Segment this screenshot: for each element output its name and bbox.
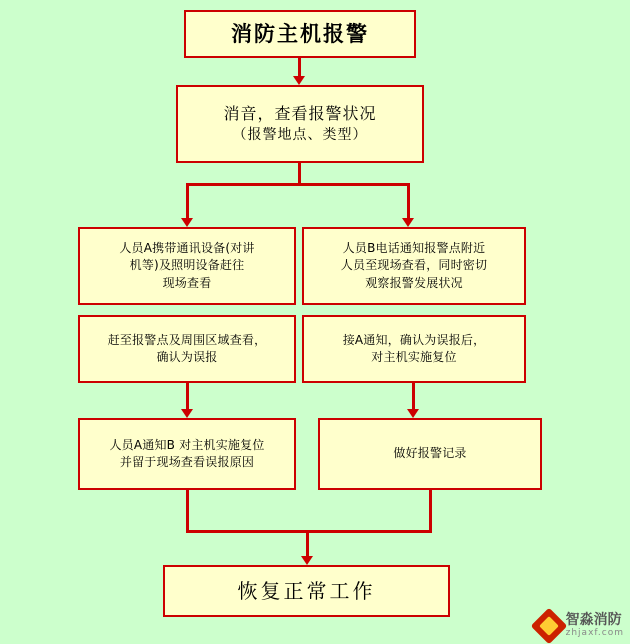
node-start [184, 10, 416, 58]
connector-silence-down [298, 163, 301, 185]
node-record-line-0: 做好报警记录 [393, 446, 467, 461]
connector-right-row2-to-row3 [412, 383, 415, 411]
node-person-b-call-line-2: 观察报警发展状况 [365, 275, 463, 290]
node-arrive-check-line-0: 赶至报警点及周围区域查看， [107, 332, 267, 347]
connector-merge-down [306, 530, 309, 558]
connector-split-right [407, 183, 410, 220]
arrowhead-start-to-silence [293, 76, 305, 85]
node-a-notify-b-line-0: 人员A通知B 对主机实施复位 [109, 437, 265, 452]
node-silence-line-1: （报警地点、类型） [232, 127, 368, 144]
watermark-text [566, 613, 624, 638]
connector-left-to-merge [186, 490, 189, 532]
node-silence-line-0: 消音，查看报警状况 [223, 104, 377, 124]
node-person-a-go-line-1: 机等)及照明设备赶往 [129, 258, 245, 273]
node-person-b-call-line-1: 人员至现场查看，同时密切 [340, 258, 488, 273]
node-start-line-0: 消防主机报警 [231, 21, 369, 46]
node-person-a-go-line-0: 人员A携带通讯设备(对讲 [119, 240, 255, 255]
logo-icon [530, 608, 567, 644]
node-person-a-go [78, 227, 296, 305]
connector-start-to-silence [298, 58, 301, 78]
connector-split-left [186, 183, 189, 220]
node-a-notify-b-line-1: 并留于现场查看误报原因 [119, 455, 255, 469]
connector-right-to-merge [429, 490, 432, 532]
node-person-b-call [302, 227, 526, 305]
node-resume-line-0: 恢复正常工作 [237, 578, 376, 603]
node-record [318, 418, 542, 490]
arrowhead-right-row3 [407, 409, 419, 418]
node-b-reset [302, 315, 526, 383]
node-arrive-check-line-1: 确认为误报 [156, 350, 218, 364]
node-b-reset-line-1: 对主机实施复位 [371, 350, 457, 364]
connector-left-row2-to-row3 [186, 383, 189, 411]
node-resume [163, 565, 450, 617]
watermark [536, 613, 624, 639]
node-person-b-call-line-0: 人员B电话通知报警点附近 [342, 240, 486, 255]
arrowhead-left-row3 [181, 409, 193, 418]
arrowhead-split-right [402, 218, 414, 227]
node-silence [176, 85, 424, 163]
arrowhead-split-left [181, 218, 193, 227]
watermark-name: 智淼消防 [565, 612, 622, 629]
node-a-notify-b [78, 418, 296, 490]
connector-merge-bus [186, 530, 432, 533]
connector-split-bus [186, 183, 410, 186]
node-arrive-check [78, 315, 296, 383]
watermark-url: zhjaxf.com [565, 627, 624, 638]
node-person-a-go-line-2: 现场查看 [162, 275, 212, 290]
arrowhead-resume [301, 556, 313, 565]
node-b-reset-line-0: 接A通知，确认为误报后， [342, 332, 486, 347]
